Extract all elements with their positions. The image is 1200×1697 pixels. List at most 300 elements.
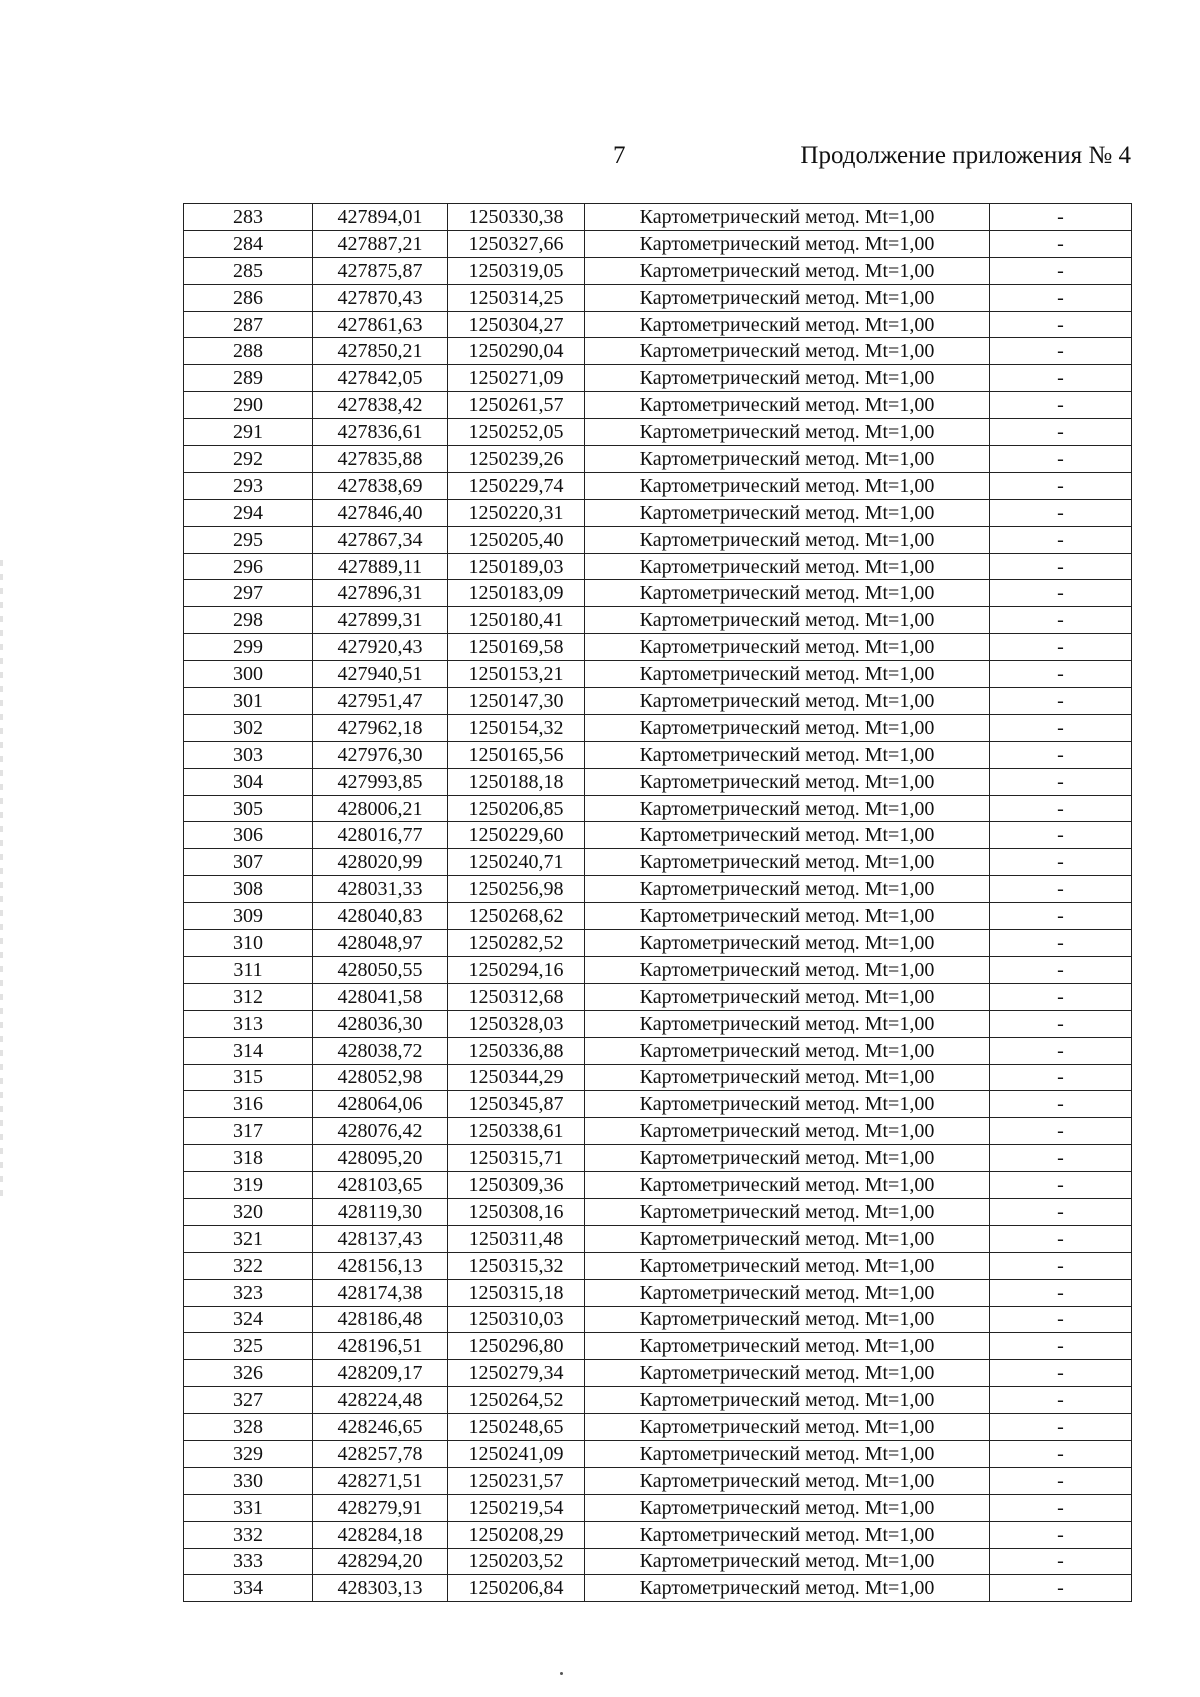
- note-cell: -: [990, 1118, 1132, 1145]
- note-cell: -: [990, 284, 1132, 311]
- x-coordinate-cell: 427887,21: [313, 230, 448, 257]
- note-cell: -: [990, 257, 1132, 284]
- note-cell: -: [990, 392, 1132, 419]
- table-row: [184, 446, 1132, 473]
- method-cell: Картометрический метод. Mt=1,00: [585, 741, 990, 768]
- note-cell: -: [990, 930, 1132, 957]
- method-cell: Картометрический метод. Mt=1,00: [585, 419, 990, 446]
- method-cell: Картометрический метод. Mt=1,00: [585, 580, 990, 607]
- note-cell: -: [990, 1360, 1132, 1387]
- method-cell: Картометрический метод. Mt=1,00: [585, 903, 990, 930]
- y-coordinate-cell: 1250294,16: [448, 956, 585, 983]
- table-row: [184, 1198, 1132, 1225]
- y-coordinate-cell: 1250229,74: [448, 472, 585, 499]
- method-cell: Картометрический метод. Mt=1,00: [585, 1360, 990, 1387]
- note-cell: -: [990, 1172, 1132, 1199]
- method-cell: Картометрический метод. Mt=1,00: [585, 1333, 990, 1360]
- x-coordinate-cell: 428052,98: [313, 1064, 448, 1091]
- y-coordinate-cell: 1250188,18: [448, 768, 585, 795]
- y-coordinate-cell: 1250330,38: [448, 204, 585, 231]
- method-cell: Картометрический метод. Mt=1,00: [585, 1037, 990, 1064]
- method-cell: Картометрический метод. Mt=1,00: [585, 688, 990, 715]
- table-row: [184, 526, 1132, 553]
- table-row: [184, 714, 1132, 741]
- x-coordinate-cell: 427836,61: [313, 419, 448, 446]
- table-row: [184, 1091, 1132, 1118]
- x-coordinate-cell: 428294,20: [313, 1548, 448, 1575]
- point-number-cell: 320: [184, 1198, 313, 1225]
- method-cell: Картометрический метод. Mt=1,00: [585, 983, 990, 1010]
- y-coordinate-cell: 1250208,29: [448, 1521, 585, 1548]
- note-cell: -: [990, 1252, 1132, 1279]
- y-coordinate-cell: 1250282,52: [448, 930, 585, 957]
- point-number-cell: 326: [184, 1360, 313, 1387]
- point-number-cell: 289: [184, 365, 313, 392]
- x-coordinate-cell: 427951,47: [313, 688, 448, 715]
- method-cell: Картометрический метод. Mt=1,00: [585, 1091, 990, 1118]
- x-coordinate-cell: 428041,58: [313, 983, 448, 1010]
- point-number-cell: 288: [184, 338, 313, 365]
- table-row: [184, 822, 1132, 849]
- method-cell: Картометрический метод. Mt=1,00: [585, 849, 990, 876]
- x-coordinate-cell: 427838,42: [313, 392, 448, 419]
- point-number-cell: 286: [184, 284, 313, 311]
- y-coordinate-cell: 1250328,03: [448, 1010, 585, 1037]
- method-cell: Картометрический метод. Mt=1,00: [585, 365, 990, 392]
- method-cell: Картометрический метод. Mt=1,00: [585, 1145, 990, 1172]
- point-number-cell: 308: [184, 876, 313, 903]
- x-coordinate-cell: 427976,30: [313, 741, 448, 768]
- point-number-cell: 332: [184, 1521, 313, 1548]
- point-number-cell: 301: [184, 688, 313, 715]
- y-coordinate-cell: 1250219,54: [448, 1494, 585, 1521]
- note-cell: -: [990, 1575, 1132, 1602]
- method-cell: Картометрический метод. Mt=1,00: [585, 553, 990, 580]
- note-cell: -: [990, 1440, 1132, 1467]
- note-cell: -: [990, 1414, 1132, 1441]
- point-number-cell: 323: [184, 1279, 313, 1306]
- x-coordinate-cell: 428209,17: [313, 1360, 448, 1387]
- table-row: [184, 1252, 1132, 1279]
- method-cell: Картометрический метод. Mt=1,00: [585, 1198, 990, 1225]
- note-cell: -: [990, 230, 1132, 257]
- y-coordinate-cell: 1250203,52: [448, 1548, 585, 1575]
- point-number-cell: 284: [184, 230, 313, 257]
- y-coordinate-cell: 1250169,58: [448, 634, 585, 661]
- y-coordinate-cell: 1250304,27: [448, 311, 585, 338]
- y-coordinate-cell: 1250338,61: [448, 1118, 585, 1145]
- point-number-cell: 298: [184, 607, 313, 634]
- point-number-cell: 285: [184, 257, 313, 284]
- point-number-cell: 314: [184, 1037, 313, 1064]
- scan-edge-artifact: [0, 560, 3, 1200]
- x-coordinate-cell: 428031,33: [313, 876, 448, 903]
- point-number-cell: 296: [184, 553, 313, 580]
- note-cell: -: [990, 741, 1132, 768]
- table-row: [184, 580, 1132, 607]
- table-row: [184, 983, 1132, 1010]
- method-cell: Картометрический метод. Mt=1,00: [585, 607, 990, 634]
- point-number-cell: 325: [184, 1333, 313, 1360]
- method-cell: Картометрический метод. Mt=1,00: [585, 1252, 990, 1279]
- method-cell: Картометрический метод. Mt=1,00: [585, 1521, 990, 1548]
- x-coordinate-cell: 428050,55: [313, 956, 448, 983]
- note-cell: -: [990, 768, 1132, 795]
- y-coordinate-cell: 1250154,32: [448, 714, 585, 741]
- x-coordinate-cell: 427940,51: [313, 661, 448, 688]
- table-row: [184, 634, 1132, 661]
- x-coordinate-cell: 428156,13: [313, 1252, 448, 1279]
- method-cell: Картометрический метод. Mt=1,00: [585, 1387, 990, 1414]
- y-coordinate-cell: 1250311,48: [448, 1225, 585, 1252]
- x-coordinate-cell: 428303,13: [313, 1575, 448, 1602]
- note-cell: -: [990, 338, 1132, 365]
- point-number-cell: 309: [184, 903, 313, 930]
- y-coordinate-cell: 1250327,66: [448, 230, 585, 257]
- x-coordinate-cell: 428186,48: [313, 1306, 448, 1333]
- y-coordinate-cell: 1250296,80: [448, 1333, 585, 1360]
- point-number-cell: 334: [184, 1575, 313, 1602]
- note-cell: -: [990, 634, 1132, 661]
- method-cell: Картометрический метод. Mt=1,00: [585, 526, 990, 553]
- table-row: [184, 338, 1132, 365]
- note-cell: -: [990, 983, 1132, 1010]
- y-coordinate-cell: 1250206,85: [448, 795, 585, 822]
- point-number-cell: 283: [184, 204, 313, 231]
- x-coordinate-cell: 428038,72: [313, 1037, 448, 1064]
- note-cell: -: [990, 956, 1132, 983]
- note-cell: -: [990, 795, 1132, 822]
- x-coordinate-cell: 428271,51: [313, 1467, 448, 1494]
- note-cell: -: [990, 311, 1132, 338]
- point-number-cell: 306: [184, 822, 313, 849]
- table-row: [184, 1440, 1132, 1467]
- y-coordinate-cell: 1250268,62: [448, 903, 585, 930]
- method-cell: Картометрический метод. Mt=1,00: [585, 1440, 990, 1467]
- point-number-cell: 327: [184, 1387, 313, 1414]
- point-number-cell: 303: [184, 741, 313, 768]
- table-row: [184, 1575, 1132, 1602]
- note-cell: -: [990, 365, 1132, 392]
- x-coordinate-cell: 427870,43: [313, 284, 448, 311]
- note-cell: -: [990, 553, 1132, 580]
- table-row: [184, 1494, 1132, 1521]
- point-number-cell: 310: [184, 930, 313, 957]
- method-cell: Картометрический метод. Mt=1,00: [585, 230, 990, 257]
- point-number-cell: 300: [184, 661, 313, 688]
- y-coordinate-cell: 1250252,05: [448, 419, 585, 446]
- table-row: [184, 1521, 1132, 1548]
- table-row: [184, 1387, 1132, 1414]
- note-cell: -: [990, 1387, 1132, 1414]
- point-number-cell: 329: [184, 1440, 313, 1467]
- x-coordinate-cell: 428137,43: [313, 1225, 448, 1252]
- table-row: [184, 392, 1132, 419]
- method-cell: Картометрический метод. Mt=1,00: [585, 284, 990, 311]
- method-cell: Картометрический метод. Mt=1,00: [585, 392, 990, 419]
- y-coordinate-cell: 1250248,65: [448, 1414, 585, 1441]
- y-coordinate-cell: 1250153,21: [448, 661, 585, 688]
- table-row: [184, 903, 1132, 930]
- table-row: [184, 1064, 1132, 1091]
- method-cell: Картометрический метод. Mt=1,00: [585, 714, 990, 741]
- x-coordinate-cell: 427993,85: [313, 768, 448, 795]
- x-coordinate-cell: 428048,97: [313, 930, 448, 957]
- table-row: [184, 1118, 1132, 1145]
- note-cell: -: [990, 1198, 1132, 1225]
- point-number-cell: 290: [184, 392, 313, 419]
- y-coordinate-cell: 1250256,98: [448, 876, 585, 903]
- x-coordinate-cell: 428119,30: [313, 1198, 448, 1225]
- method-cell: Картометрический метод. Mt=1,00: [585, 1494, 990, 1521]
- coordinates-table: [183, 203, 1132, 1602]
- point-number-cell: 318: [184, 1145, 313, 1172]
- y-coordinate-cell: 1250271,09: [448, 365, 585, 392]
- x-coordinate-cell: 427835,88: [313, 446, 448, 473]
- y-coordinate-cell: 1250312,68: [448, 983, 585, 1010]
- note-cell: -: [990, 204, 1132, 231]
- point-number-cell: 315: [184, 1064, 313, 1091]
- y-coordinate-cell: 1250240,71: [448, 849, 585, 876]
- note-cell: -: [990, 1548, 1132, 1575]
- x-coordinate-cell: 428076,42: [313, 1118, 448, 1145]
- page-heading: Продолжение приложения № 4: [800, 142, 1131, 169]
- x-coordinate-cell: 428040,83: [313, 903, 448, 930]
- x-coordinate-cell: 427875,87: [313, 257, 448, 284]
- point-number-cell: 316: [184, 1091, 313, 1118]
- method-cell: Картометрический метод. Mt=1,00: [585, 338, 990, 365]
- table-row: [184, 1279, 1132, 1306]
- method-cell: Картометрический метод. Mt=1,00: [585, 661, 990, 688]
- x-coordinate-cell: 428036,30: [313, 1010, 448, 1037]
- method-cell: Картометрический метод. Mt=1,00: [585, 795, 990, 822]
- method-cell: Картометрический метод. Mt=1,00: [585, 1575, 990, 1602]
- y-coordinate-cell: 1250183,09: [448, 580, 585, 607]
- method-cell: Картометрический метод. Mt=1,00: [585, 956, 990, 983]
- method-cell: Картометрический метод. Mt=1,00: [585, 257, 990, 284]
- table-row: [184, 849, 1132, 876]
- table-row: [184, 688, 1132, 715]
- method-cell: Картометрический метод. Mt=1,00: [585, 1414, 990, 1441]
- table-row: [184, 311, 1132, 338]
- point-number-cell: 328: [184, 1414, 313, 1441]
- point-number-cell: 299: [184, 634, 313, 661]
- y-coordinate-cell: 1250239,26: [448, 446, 585, 473]
- point-number-cell: 293: [184, 472, 313, 499]
- y-coordinate-cell: 1250180,41: [448, 607, 585, 634]
- y-coordinate-cell: 1250314,25: [448, 284, 585, 311]
- y-coordinate-cell: 1250345,87: [448, 1091, 585, 1118]
- point-number-cell: 295: [184, 526, 313, 553]
- x-coordinate-cell: 428064,06: [313, 1091, 448, 1118]
- y-coordinate-cell: 1250165,56: [448, 741, 585, 768]
- y-coordinate-cell: 1250310,03: [448, 1306, 585, 1333]
- x-coordinate-cell: 427962,18: [313, 714, 448, 741]
- table-row: [184, 284, 1132, 311]
- table-row: [184, 204, 1132, 231]
- point-number-cell: 304: [184, 768, 313, 795]
- note-cell: -: [990, 446, 1132, 473]
- y-coordinate-cell: 1250315,18: [448, 1279, 585, 1306]
- note-cell: -: [990, 1333, 1132, 1360]
- note-cell: -: [990, 526, 1132, 553]
- method-cell: Картометрический метод. Mt=1,00: [585, 768, 990, 795]
- point-number-cell: 321: [184, 1225, 313, 1252]
- y-coordinate-cell: 1250344,29: [448, 1064, 585, 1091]
- table-row: [184, 553, 1132, 580]
- x-coordinate-cell: 427850,21: [313, 338, 448, 365]
- note-cell: -: [990, 1225, 1132, 1252]
- y-coordinate-cell: 1250205,40: [448, 526, 585, 553]
- point-number-cell: 302: [184, 714, 313, 741]
- note-cell: -: [990, 1467, 1132, 1494]
- x-coordinate-cell: 427867,34: [313, 526, 448, 553]
- note-cell: -: [990, 1145, 1132, 1172]
- point-number-cell: 292: [184, 446, 313, 473]
- point-number-cell: 294: [184, 499, 313, 526]
- note-cell: -: [990, 1521, 1132, 1548]
- table-row: [184, 1010, 1132, 1037]
- table-row: [184, 768, 1132, 795]
- table-row: [184, 419, 1132, 446]
- x-coordinate-cell: 428279,91: [313, 1494, 448, 1521]
- point-number-cell: 317: [184, 1118, 313, 1145]
- x-coordinate-cell: 427896,31: [313, 580, 448, 607]
- table-row: [184, 1225, 1132, 1252]
- method-cell: Картометрический метод. Mt=1,00: [585, 204, 990, 231]
- y-coordinate-cell: 1250147,30: [448, 688, 585, 715]
- y-coordinate-cell: 1250290,04: [448, 338, 585, 365]
- x-coordinate-cell: 427894,01: [313, 204, 448, 231]
- point-number-cell: 311: [184, 956, 313, 983]
- y-coordinate-cell: 1250206,84: [448, 1575, 585, 1602]
- note-cell: -: [990, 1091, 1132, 1118]
- method-cell: Картометрический метод. Mt=1,00: [585, 1225, 990, 1252]
- table-row: [184, 1306, 1132, 1333]
- table-row: [184, 365, 1132, 392]
- table-row: [184, 1414, 1132, 1441]
- method-cell: Картометрический метод. Mt=1,00: [585, 472, 990, 499]
- x-coordinate-cell: 427889,11: [313, 553, 448, 580]
- method-cell: Картометрический метод. Mt=1,00: [585, 311, 990, 338]
- y-coordinate-cell: 1250309,36: [448, 1172, 585, 1199]
- note-cell: -: [990, 499, 1132, 526]
- y-coordinate-cell: 1250279,34: [448, 1360, 585, 1387]
- note-cell: -: [990, 472, 1132, 499]
- y-coordinate-cell: 1250308,16: [448, 1198, 585, 1225]
- x-coordinate-cell: 427920,43: [313, 634, 448, 661]
- method-cell: Картометрический метод. Mt=1,00: [585, 446, 990, 473]
- table-row: [184, 230, 1132, 257]
- x-coordinate-cell: 428016,77: [313, 822, 448, 849]
- note-cell: -: [990, 1064, 1132, 1091]
- table-row: [184, 795, 1132, 822]
- table-row: [184, 607, 1132, 634]
- note-cell: -: [990, 1306, 1132, 1333]
- y-coordinate-cell: 1250189,03: [448, 553, 585, 580]
- table-row: [184, 876, 1132, 903]
- table-row: [184, 257, 1132, 284]
- y-coordinate-cell: 1250336,88: [448, 1037, 585, 1064]
- point-number-cell: 291: [184, 419, 313, 446]
- point-number-cell: 330: [184, 1467, 313, 1494]
- method-cell: Картометрический метод. Mt=1,00: [585, 1010, 990, 1037]
- x-coordinate-cell: 428006,21: [313, 795, 448, 822]
- coordinates-table-body: [184, 204, 1132, 1602]
- note-cell: -: [990, 607, 1132, 634]
- table-row: [184, 741, 1132, 768]
- point-number-cell: 331: [184, 1494, 313, 1521]
- method-cell: Картометрический метод. Mt=1,00: [585, 1279, 990, 1306]
- table-row: [184, 1333, 1132, 1360]
- x-coordinate-cell: 428103,65: [313, 1172, 448, 1199]
- note-cell: -: [990, 903, 1132, 930]
- x-coordinate-cell: 427842,05: [313, 365, 448, 392]
- method-cell: Картометрический метод. Mt=1,00: [585, 876, 990, 903]
- table-row: [184, 1172, 1132, 1199]
- x-coordinate-cell: 427861,63: [313, 311, 448, 338]
- method-cell: Картометрический метод. Mt=1,00: [585, 1064, 990, 1091]
- note-cell: -: [990, 849, 1132, 876]
- scan-dot-artifact: [560, 1672, 563, 1675]
- table-row: [184, 499, 1132, 526]
- note-cell: -: [990, 822, 1132, 849]
- note-cell: -: [990, 876, 1132, 903]
- table-row: [184, 1548, 1132, 1575]
- y-coordinate-cell: 1250319,05: [448, 257, 585, 284]
- table-row: [184, 956, 1132, 983]
- note-cell: -: [990, 419, 1132, 446]
- y-coordinate-cell: 1250229,60: [448, 822, 585, 849]
- x-coordinate-cell: 428095,20: [313, 1145, 448, 1172]
- note-cell: -: [990, 688, 1132, 715]
- note-cell: -: [990, 1010, 1132, 1037]
- x-coordinate-cell: 427846,40: [313, 499, 448, 526]
- note-cell: -: [990, 714, 1132, 741]
- method-cell: Картометрический метод. Mt=1,00: [585, 1548, 990, 1575]
- note-cell: -: [990, 1279, 1132, 1306]
- method-cell: Картометрический метод. Mt=1,00: [585, 822, 990, 849]
- point-number-cell: 324: [184, 1306, 313, 1333]
- x-coordinate-cell: 428020,99: [313, 849, 448, 876]
- table-row: [184, 930, 1132, 957]
- method-cell: Картометрический метод. Mt=1,00: [585, 499, 990, 526]
- table-row: [184, 1360, 1132, 1387]
- table-row: [184, 472, 1132, 499]
- point-number-cell: 305: [184, 795, 313, 822]
- table-row: [184, 1037, 1132, 1064]
- point-number-cell: 319: [184, 1172, 313, 1199]
- table-row: [184, 1467, 1132, 1494]
- note-cell: -: [990, 580, 1132, 607]
- point-number-cell: 313: [184, 1010, 313, 1037]
- point-number-cell: 333: [184, 1548, 313, 1575]
- note-cell: -: [990, 661, 1132, 688]
- x-coordinate-cell: 427899,31: [313, 607, 448, 634]
- x-coordinate-cell: 428224,48: [313, 1387, 448, 1414]
- x-coordinate-cell: 428284,18: [313, 1521, 448, 1548]
- y-coordinate-cell: 1250261,57: [448, 392, 585, 419]
- y-coordinate-cell: 1250315,32: [448, 1252, 585, 1279]
- method-cell: Картометрический метод. Mt=1,00: [585, 634, 990, 661]
- table-row: [184, 661, 1132, 688]
- y-coordinate-cell: 1250220,31: [448, 499, 585, 526]
- note-cell: -: [990, 1494, 1132, 1521]
- point-number-cell: 287: [184, 311, 313, 338]
- x-coordinate-cell: 428257,78: [313, 1440, 448, 1467]
- y-coordinate-cell: 1250315,71: [448, 1145, 585, 1172]
- y-coordinate-cell: 1250231,57: [448, 1467, 585, 1494]
